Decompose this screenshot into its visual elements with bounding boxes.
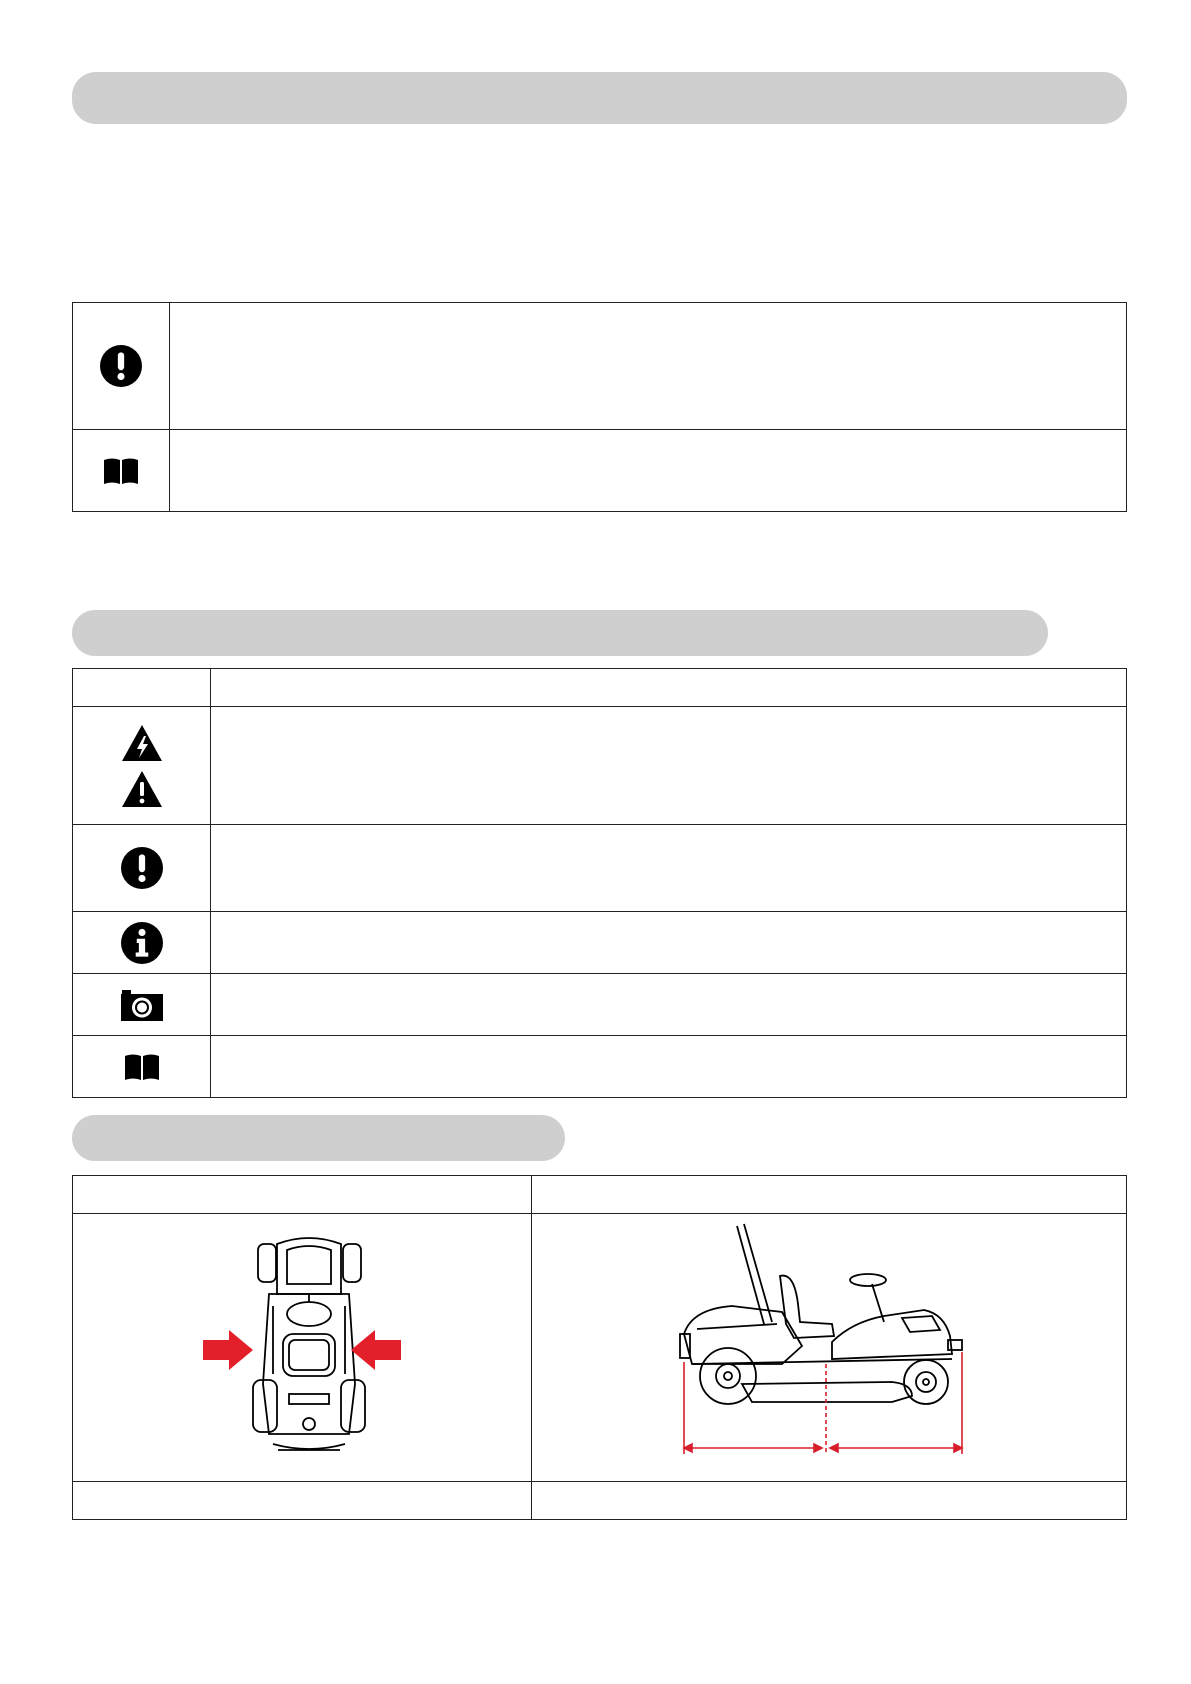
information-circle-icon <box>121 922 163 964</box>
orientation-table <box>72 1175 1127 1520</box>
symbol-row-danger <box>73 707 1127 825</box>
side-view-figure-cell <box>532 1214 1127 1482</box>
orientation-figures-row <box>73 1214 1127 1482</box>
symbols-header-col1 <box>73 669 211 707</box>
side-view-mower-figure <box>532 1214 1126 1476</box>
symbol-text <box>211 707 1127 825</box>
note-table <box>72 302 1127 512</box>
orientation-table-header <box>73 1176 1127 1214</box>
note-text <box>170 303 1127 430</box>
note-icon-cell <box>73 430 170 512</box>
exclamation-circle-icon <box>100 345 142 387</box>
symbol-row-camera <box>73 974 1127 1036</box>
symbols-table-header <box>73 669 1127 707</box>
symbol-row-manual <box>73 1036 1127 1098</box>
orientation-header-left <box>73 1176 532 1214</box>
open-book-icon <box>102 457 140 485</box>
symbol-text <box>211 1036 1127 1098</box>
note-icon-cell <box>73 303 170 430</box>
camera-icon <box>120 988 164 1022</box>
top-view-figure-cell <box>73 1214 532 1482</box>
orientation-footer-right <box>532 1482 1127 1520</box>
symbol-text <box>211 825 1127 912</box>
header-bar <box>72 72 1127 124</box>
exclamation-circle-icon <box>121 847 163 889</box>
note-row-manual <box>73 430 1127 512</box>
open-book-icon <box>123 1053 161 1081</box>
symbols-section-bar <box>72 610 1048 656</box>
symbols-table <box>72 668 1127 1098</box>
symbol-row-important <box>73 825 1127 912</box>
symbol-row-info <box>73 912 1127 974</box>
symbol-icon-cell <box>73 707 211 825</box>
electric-hazard-warning-icon <box>121 724 163 762</box>
orientation-header-right <box>532 1176 1127 1214</box>
symbol-text <box>211 974 1127 1036</box>
top-view-mower-figure <box>73 1214 532 1476</box>
symbol-icon-cell <box>73 1036 211 1098</box>
symbol-icon-cell <box>73 825 211 912</box>
warning-triangle-icon <box>121 770 163 808</box>
orientation-table-footer <box>73 1482 1127 1520</box>
symbols-header-col2 <box>211 669 1127 707</box>
symbol-icon-cell <box>73 912 211 974</box>
symbol-icon-cell <box>73 974 211 1036</box>
symbol-text <box>211 912 1127 974</box>
orientation-section-bar <box>72 1115 565 1161</box>
orientation-footer-left <box>73 1482 532 1520</box>
note-text <box>170 430 1127 512</box>
note-row-important <box>73 303 1127 430</box>
